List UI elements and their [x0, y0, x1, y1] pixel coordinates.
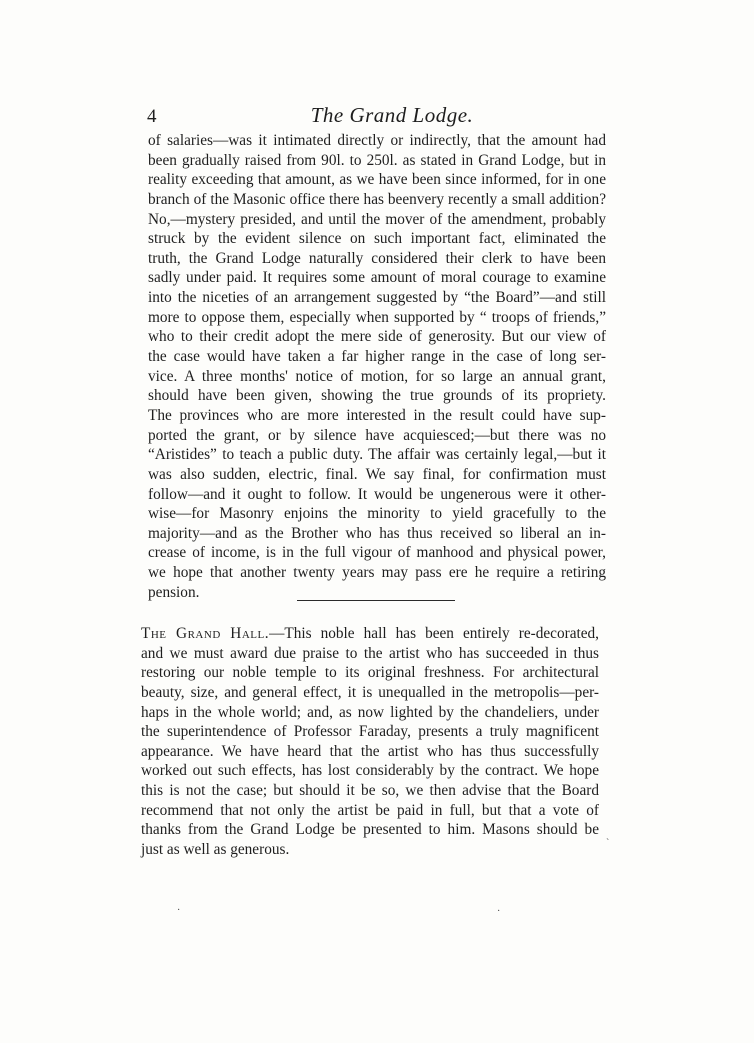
text-line: should have been given, showing the true grounds of its propriety. — [148, 387, 606, 405]
text-line: follow—and it ought to follow. It would be ungenerous were it other- — [148, 485, 606, 503]
stray-dot: · — [177, 905, 181, 916]
text-line: into the niceties of an arrangement suggested by “the Board”—and still — [148, 289, 606, 307]
text-line: appearance. We have heard that the artist who has thus successfully — [141, 742, 599, 760]
text-line: we hope that another twenty years may pass ere he require a retiring — [148, 564, 606, 582]
text-line: thanks from the Grand Lodge be presented to him. Masons should be — [141, 821, 599, 839]
text-line: ported the grant, or by silence have acquiesced;—but there was no — [148, 426, 606, 444]
text-line: and we must award due praise to the artist who has succeeded in thus — [141, 644, 599, 662]
text-line: “Aristides” to teach a public duty. The affair was certainly legal,—but it — [148, 446, 606, 464]
text-line: restoring our noble temple to its original freshness. For architectural — [141, 664, 599, 682]
text-line: the superintendence of Professor Faraday, presents a truly magnificent — [141, 723, 599, 741]
text-line: vice. A three months' notice of motion, for so large an annual grant, — [148, 367, 606, 385]
text-line: sadly under paid. It requires some amount of moral courage to examine — [148, 269, 606, 287]
text-line: just as well as generous. — [141, 841, 290, 859]
text-line: reality exceeding that amount, as we have been since informed, for in one — [148, 171, 606, 189]
text-line: pension. — [148, 583, 200, 601]
stray-dot: · — [497, 906, 501, 917]
text-line: —This noble hall has been entirely re-decorated, — [269, 625, 599, 642]
paragraph-salaries — [148, 131, 606, 602]
text-line: the case would have taken a far higher range in the case of long ser- — [148, 348, 606, 366]
stray-mark: ` — [606, 838, 610, 849]
text-line-with-heading — [141, 624, 599, 644]
text-line: crease of income, is in the full vigour of manhood and physical power, — [148, 544, 606, 562]
text-line: haps in the whole world; and, as now lighted by the chandeliers, under — [141, 703, 599, 721]
paragraph-grand-hall — [141, 624, 599, 860]
text-line: was also sudden, electric, final. We say final, for confirmation must — [148, 465, 606, 483]
text-line: been gradually raised from 90l. to 250l. as stated in Grand Lodge, but in — [148, 151, 606, 169]
text-line: struck by the evident silence on such important fact, eliminated the — [148, 230, 606, 248]
text-line: wise—for Masonry enjoins the minority to yield gracefully to the — [148, 505, 606, 523]
section-divider — [297, 600, 455, 601]
text-line: majority—and as the Brother who has thus received so liberal an in- — [148, 524, 606, 542]
running-title: The Grand Lodge. — [310, 103, 474, 127]
text-line: of salaries—was it intimated directly or indirectly, that the amount had — [148, 132, 606, 149]
text-line: The provinces who are more interested in the result could have sup- — [148, 406, 606, 424]
text-line: this is not the case; but should it be so, we then advise that the Board — [141, 782, 599, 800]
text-line: worked out such effects, has lost considerably by the contract. We hope — [141, 762, 599, 780]
page-number: 4 — [147, 106, 157, 127]
text-line: No,—mystery presided, and until the mover of the amendment, probably — [148, 210, 606, 228]
text-line: beauty, size, and general effect, it is unequalled in the metropolis—per- — [141, 683, 599, 701]
section-heading: The Grand Hall. — [141, 625, 270, 642]
text-line: recommend that not only the artist be paid in full, but that a vote of — [141, 801, 599, 819]
text-line: truth, the Grand Lodge naturally considered their clerk to have been — [148, 249, 606, 267]
text-line: who to their credit adopt the mere side of generosity. But our view of — [148, 328, 606, 346]
text-line: more to oppose them, especially when supported by “ troops of friends,” — [148, 308, 606, 326]
text-line: branch of the Masonic office there has beenvery recently a small addition? — [148, 190, 606, 208]
